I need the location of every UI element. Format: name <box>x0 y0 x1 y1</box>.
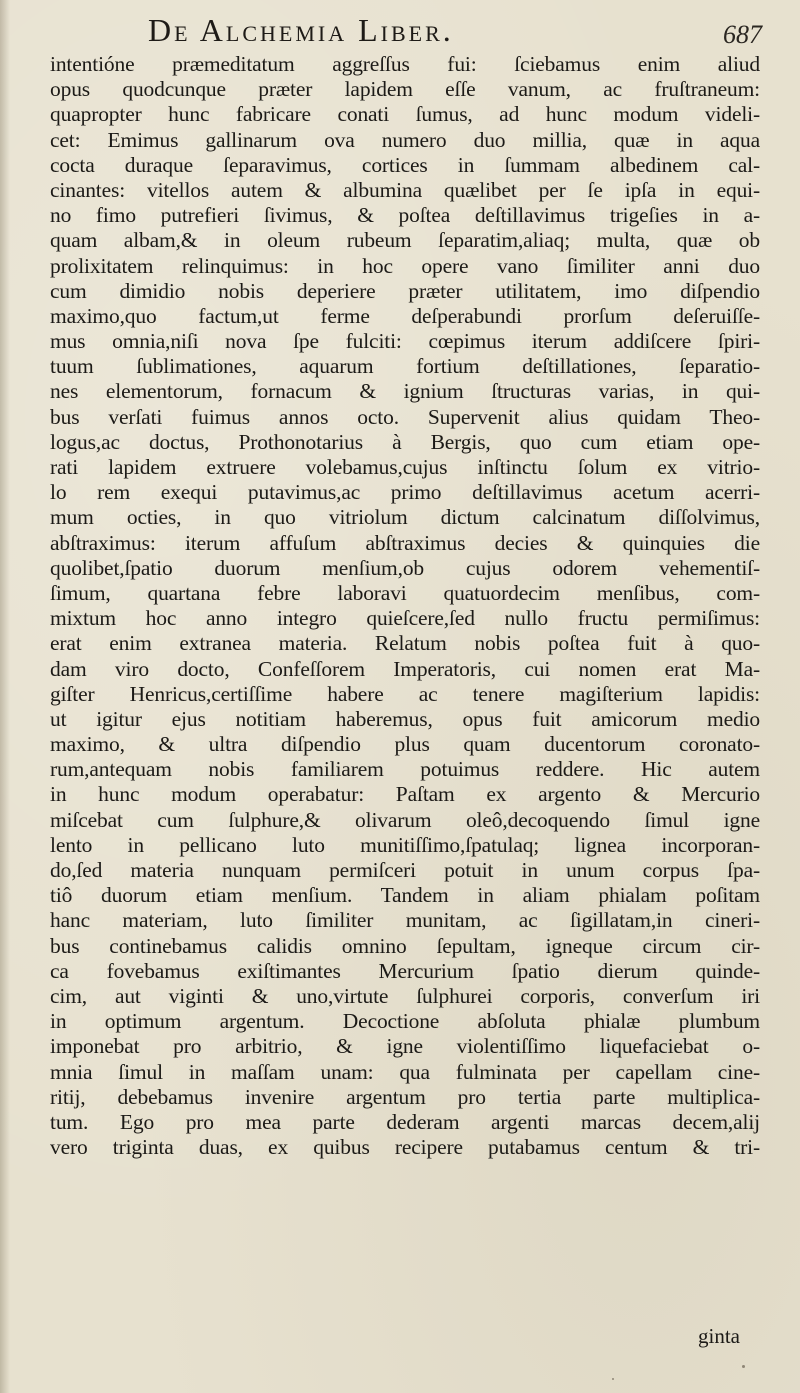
text-line: mixtum hoc anno integro quieſcere,ſed nullo fructu permiſimus: <box>50 606 760 631</box>
text-line: quam albam,& in oleum rubeum ſeparatim,aliaq; multa, quæ ob <box>50 228 760 253</box>
body-text <box>50 52 760 1160</box>
text-line: mum octies, in quo vitriolum dictum calcinatum diſſolvimus, <box>50 505 760 530</box>
text-line: maximo,quo factum,ut ferme deſperabundi prorſum deſeruiſſe- <box>50 303 760 328</box>
text-line: intentióne præmeditatum aggreſſus fui: ſciebamus enim aliud <box>50 52 760 76</box>
text-line: cet: Emimus gallinarum ova numero duo millia, quæ in aqua <box>50 127 760 152</box>
text-line: rati lapidem extruere volebamus,cujus inſtinctu ſolum ex vitrio- <box>50 455 760 479</box>
text-line: giſter Henricus,certiſſime habere ac tenere magiſterium lapidis: <box>50 681 760 706</box>
text-line: quolibet,ſpatio duorum menſium,ob cujus odorem vehementiſ- <box>50 555 760 580</box>
text-line: maximo, & ultra diſpendio plus quam ducentorum coronato- <box>50 732 760 757</box>
text-line: cinantes: vitellos autem & albumina quælibet per ſe ipſa in equi- <box>50 177 760 202</box>
text-line: mnia ſimul in maſſam unam: qua fulminata per capellam cine- <box>50 1059 760 1084</box>
page-header <box>90 10 780 50</box>
text-line: vero triginta duas, ex quibus recipere putabamus centum & tri- <box>50 1135 760 1160</box>
text-line: no fimo putrefieri ſivimus, & poſtea deſtillavimus trigeſies in a- <box>50 203 760 228</box>
text-line: tuum ſublimationes, aquarum fortium deſtillationes, ſeparatio- <box>50 354 760 379</box>
text-line: mus omnia,niſi nova ſpe fulciti: cœpimus iterum addiſcere ſpiri- <box>50 329 760 354</box>
text-line: hanc materiam, luto ſimiliter munitam, ac ſigillatam,in cineri- <box>50 908 760 933</box>
text-line: in optimum argentum. Decoctione abſoluta phialæ plumbum <box>50 1009 760 1034</box>
text-line: quapropter hunc fabricare conati ſumus, ad hunc modum videli- <box>50 102 760 127</box>
text-line: erat enim extranea materia. Relatum nobis poſtea fuit à quo- <box>50 631 760 656</box>
text-line: ſimum, quartana febre laboravi quatuordecim menſibus, com- <box>50 580 760 605</box>
text-line: dam viro docto, Confeſſorem Imperatoris, cui nomen erat Ma- <box>50 656 760 681</box>
text-line: lo rem exequi putavimus,ac primo deſtillavimus acetum acerri- <box>50 480 760 505</box>
page-gutter-shadow <box>0 0 10 1393</box>
text-line: cim, aut viginti & uno,virtute ſulphurei corporis, converſum iri <box>50 983 760 1008</box>
text-line: imponebat pro arbitrio, & igne violentiſſimo liquefaciebat o- <box>50 1034 760 1059</box>
text-line: tiô duorum etiam menſium. Tandem in aliam phialam poſitam <box>50 883 760 908</box>
text-line: ca fovebamus exiſtimantes Mercurium ſpatio dierum quinde- <box>50 958 760 983</box>
text-line: rum,antequam nobis familiarem potuimus reddere. Hic autem <box>50 757 760 782</box>
text-line: do,ſed materia nunquam permiſceri potuit in unum corpus ſpa- <box>50 858 760 882</box>
text-line: prolixitatem relinquimus: in hoc opere vano ſimiliter anni duo <box>50 253 760 278</box>
paper-speck <box>612 1378 614 1380</box>
paper-speck <box>742 1365 745 1368</box>
text-line: tum. Ego pro mea parte dederam argenti marcas decem,alij <box>50 1109 760 1134</box>
text-line: logus,ac doctus, Prothonotarius à Bergis, quo cum etiam ope- <box>50 429 760 454</box>
text-line: bus verſati fuimus annos octo. Supervenit alius quidam Theo- <box>50 404 760 429</box>
text-line: opus quodcunque præter lapidem eſſe vanum, ac fruſtraneum: <box>50 77 760 102</box>
text-line: miſcebat cum ſulphure,& olivarum oleô,decoquendo ſimul igne <box>50 807 760 832</box>
running-head: De Alchemia Liber. <box>148 12 454 48</box>
page-number: 687 <box>723 20 762 49</box>
text-line: in hunc modum operabatur: Paſtam ex argento & Mercurio <box>50 782 760 807</box>
text-line: nes elementorum, fornacum & ignium ſtructuras varias, in qui- <box>50 379 760 404</box>
text-line: ritij, debebamus invenire argentum pro tertia parte multiplica- <box>50 1084 760 1109</box>
text-line: cum dimidio nobis deperiere præter utilitatem, imo diſpendio <box>50 278 760 303</box>
text-line: bus continebamus calidis omnino ſepultam, igneque circum cir- <box>50 933 760 958</box>
text-line: ut igitur ejus notitiam haberemus, opus fuit amicorum medio <box>50 706 760 731</box>
text-line: lento in pellicano luto munitiſſimo,ſpatulaq; lignea incorporan- <box>50 832 760 857</box>
text-line: cocta duraque ſeparavimus, cortices in ſummam albedinem cal- <box>50 152 760 177</box>
text-line: abſtraximus: iterum affuſum abſtraximus decies & quinquies die <box>50 530 760 555</box>
catchword: ginta <box>698 1324 740 1348</box>
